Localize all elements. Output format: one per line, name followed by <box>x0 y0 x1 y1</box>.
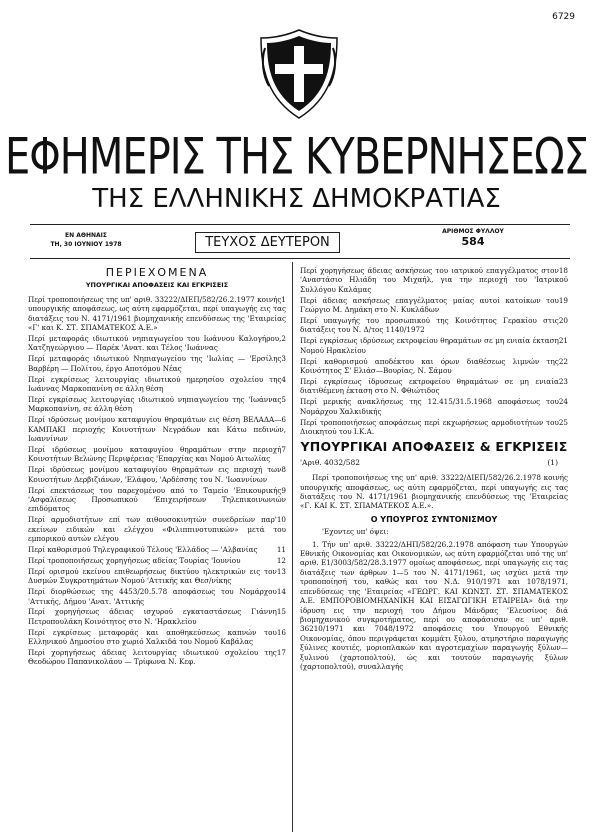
contents-entry-page: 11 <box>276 544 286 554</box>
contents-entry-text: Περί ορισμού εκείνου επιθεωρήσεως δικτύου ηλεκτρικών εις τον Δυσμών Συγκροτημάτων Νομού 'Αττικής και Θεσ/νίκης <box>28 566 277 586</box>
decision-body: 1. Τήν υπ' αριθ. 33222/ΔΗΠ/582/26.2.1978 απόφαση των Υπουργών Εθνικής Οικονομίας και Οικονομικών, ως αύτη εφαρμόζεται υπό της υπ' αριθ. Ε1/3003/582/28.3.1977 ομοίως αποφάσεως, περί υπαγωγής εις τας διατάξεις των άρθρων 1—5 του Ν. 4171/1961, ως ισχύει μετά την τροποποίησή του, καθώς και του Ν.Δ. 910/1971 και 1078/1971, επενδύσεως της 'Εταιρείας «ΓΕΩΡΓ. ΚΑΙ ΚΩΝΣΤ. ΣΤ. ΣΠΑΜΑΤΕΚΟΣ Α.Ε. ΕΜΠΟΡΟΒΙΟΜΗΧΑΝΙΚΗ ΚΑΙ ΕΙΣΑΓΩΓΙΚΗ ΕΤΑΙΡΕΙΑ» διά την ίδρυση εις την περιοχή του Δήμου Μάνδρας 'Ελευσίνος διά βιομηχανικού συγκροτήματος, περί ου αποφάσισαν σε υπ' αριθ. 36210/1971 και 7048/1972 αποφάσεις του Υπουργού Εθνικής Οικονομίας, όπου περιγράφεται κομμάτι ξύλου, ατμηστήριο παραγωγής ξύλινες κουτιές, μοριοπλακών και αγροτεμαχίων παραγωγής ξύλων—ξυλινού (χαρτοπολτού), ώς και τουτούν παραγωγής ξύλων (χαρτοπολτού), συναλλαγής <box>300 539 568 671</box>
contents-entry-text: Περί μερικής ανακλήσεως της 12.415/31.5.1968 αποφάσεως του Νομάρχου Χαλκιδικής <box>300 397 559 416</box>
contents-entry-page: 13 <box>276 566 286 576</box>
contents-entry <box>28 354 286 373</box>
right-column <box>300 266 568 671</box>
contents-entry <box>300 296 568 315</box>
contents-entry <box>28 486 286 514</box>
gazette-title: ΕΦΗΜΕΡΙΣ ΤΗΣ ΚΥΒΕΡΝΗΣΕΩΣ <box>5 128 588 186</box>
contents-entry-page: 18 <box>558 266 568 275</box>
contents-entry-text: Περί ιδρύσεως μονίμου καταφυγίου θηραμάτων εις περιοχή των Κοινοτήτων Δερβιζιάνων, 'Ελάφου, 'Αρδέσσης του Ν. 'Ιωαννίνων <box>28 465 282 484</box>
contents-entry <box>300 336 568 355</box>
contents-entry-text: Περί ιδρύσεως μονίμου καταφυγίου θηραμάτων στην περιοχή Κοινοτήτων Βελώνης Περιφέρειας 'Επαρχίας και Νομού Αιτωλίας <box>28 444 282 464</box>
contents-entry-text: Περί υπαγωγής του προσωπικού της Κοινότητος Γερακίου στις διατάξεις του Ν. Δ/τος 1140/1972 <box>300 316 559 335</box>
contents-entry-text: Περί χορηγήσεως άδειας λειτουργίας ιδιωτικού σχολείου της Θεοδώρου Παπανικολάου — Τρίφωνα Ν. Κεφ. <box>28 648 277 667</box>
contents-entry-text: Περί αρμοδιοτήτων επί των αιθουσοκινητών συνεδρείων παρ' εκείνων ειδικών και ελέγχου «Φιλιππινοτυπικών» μετά του εμπορικού αυτών ελέγου <box>28 515 286 544</box>
contents-entry-page: 2 <box>281 333 286 343</box>
contents-entry-page: 9 <box>281 485 286 495</box>
contents-left-list <box>28 295 286 667</box>
contents-entry-text: Περί άδειας ασκήσεως επαγγέλματος μαίας αυτοί κατοίκων του Γεώργιο Μ. Δημάκη στο Ν. Κυκλάδων <box>300 295 559 315</box>
decision-title: Περί τροποποιήσεως της υπ' αριθ. 33222/ΔΙΕΠ/582/26.2.1978 κοινής υπουργικής αποφάσεως, ως αύτη εφαρμόζεται, περί υπαγωγής εις τας διατάξεις του Ν. 4171/1961 βιομηχανικής επενδύσεως της 'Εταιρείας «Γ. ΚΑΙ Κ. ΣΤ. ΣΠΑΜΑΤΕΚΟΣ Α.Ε.». <box>300 473 568 511</box>
contents-entry-page: 15 <box>276 607 286 617</box>
contents-entry-text: Περί μεταφοράς ιδιωτικού νηπιαγωγείου του Ιωάννου Καλογήρου, Χατζηγεώργιου — Παρέκ 'Ανατ. και Τέλος 'Ιωάννας <box>28 333 282 353</box>
contents-entry <box>28 295 286 333</box>
masthead-top-rule <box>30 224 570 225</box>
contents-entry-page: 6 <box>281 415 286 425</box>
contents-entry-page: 22 <box>558 356 568 366</box>
section-heading: ΥΠΟΥΡΓΙΚΑΙ ΑΠΟΦΑΣΕΙΣ & ΕΓΚΡΙΣΕΙΣ <box>300 439 568 455</box>
contents-entry-text: Περί χορηγήσεως άδειας ασκήσεως του ιατρικού επαγγέλματος στον 'Αναστάσιο Ηλιάδη του Μιχαήλ, για την περιοχή του 'Ιατρικού Συλλόγου Καλάμας <box>300 266 568 294</box>
contents-entry <box>28 415 286 443</box>
contents-entry <box>28 567 286 586</box>
contents-entry <box>300 266 568 294</box>
contents-entry-page: 20 <box>558 316 568 326</box>
contents-entry <box>28 628 286 647</box>
issue-place: ΕΝ ΑΘΗΝΑΙΣ <box>65 232 107 239</box>
contents-entry-page: 19 <box>558 295 568 305</box>
contents-entry-text: Περί καθορισμού αποδέκτου και όρων διαθέσεως λιμνών της Κοινότητος Σ' Ελιάσ—Βουρίας, Ν. Σάμου <box>300 356 559 376</box>
decision-reference: 'Αριθ. 4032/582 <box>300 457 361 467</box>
contents-entry-text: Περί τροποποιήσεως αποφάσεως περί εκχωρήσεως αρμοδιοτήτων του Διοικητού του Ι.Κ.Α. <box>300 417 559 436</box>
contents-entry-page: 17 <box>276 648 286 658</box>
contents-entry-page: 5 <box>281 394 286 404</box>
contents-entry <box>28 465 286 484</box>
contents-entry-text: Περί διορθώσεως της 4453/20.5.78 αποφάσεως του Νομάρχου 'Αττικής, Δήμου 'Ανατ. 'Αττικής <box>28 587 277 606</box>
contents-right-list <box>300 266 568 436</box>
contents-entry-page: 1 <box>281 294 286 304</box>
issue-date: ΤΗ, 30 ΙΟΥΝΙΟΥ 1978 <box>50 241 122 248</box>
contents-entry-page: 3 <box>281 354 286 364</box>
contents-entry-page: 8 <box>281 465 286 475</box>
sheet-number: 584 <box>461 235 485 248</box>
contents-entry-text: Περί μεταφοράς ιδιωτικού Νηπιαγωγείου της 'Ιωλίας — 'Ερσίλης Βαρβέρη — Πολίτου, έργο Αποτόμου Νέας <box>28 354 282 373</box>
having-considered: 'Εχοντες υπ' όψει: <box>322 527 389 537</box>
contents-entry-page: 21 <box>558 336 568 346</box>
contents-entry-text: Περί εγκρίσεως ίδρυσεως εκτροφείου θηραμάτων σε μη ενιαία διατιθέμενη έκταση στο Ν. Φθιώτιδος <box>300 376 559 396</box>
contents-entry-text: Περί τροποποιήσεως της υπ' αριθ. 33222/ΔΙΕΠ/582/26.2.1977 κοινής υπουργικής αποφάσεως, ως αύτη εφαρμόζεται, περί υπαγωγής εις τας διατάξεις του Ν. 4171/1961 βιομηχανικής επενδύσεως της 'Εταιρείας «Γ' και Κ. ΣΤ. ΣΠΑΜΑΤΕΚΟΣ Α.Ε.» <box>28 294 286 333</box>
contents-entry <box>300 397 568 416</box>
contents-entry-text: Περί εγκρίσεως ιδρύσεως εκτροφείου θηραμάτων σε μη ενιαία έκταση Νομού Ηρακλείου <box>300 336 559 355</box>
contents-entry-page: 4 <box>281 374 286 384</box>
decision-reference-line <box>300 458 558 467</box>
decision-number: (1) <box>547 457 558 467</box>
contents-entry-page: 23 <box>558 376 568 386</box>
contents-entry <box>28 607 286 626</box>
gazette-subtitle: ΤΗΣ ΕΛΛΗΝΙΚΗΣ ΔΗΜΟΚΡΑΤΙΑΣ <box>92 184 501 214</box>
contents-entry-text: Περί χορηγήσεως άδειας ισχυρού εγκαταστάσεως Γιάννη Πετροπουλάκη Κοινότητος στο Ν. 'Ηρακλείου <box>28 607 277 626</box>
contents-entry-page: 25 <box>558 417 568 427</box>
contents-subheading: ΥΠΟΥΡΓΙΚΑΙ ΑΠΟΦΑΣΕΙΣ ΚΑΙ ΕΓΚΡΙΣΕΙΣ <box>85 281 229 290</box>
contents-entry-text: Περί καθορισμού Τηλεγραφικού Τέλους 'Ελλάδος — 'Αλβανίας <box>28 544 258 554</box>
contents-entry-page: 16 <box>276 627 286 637</box>
contents-entry <box>300 316 568 335</box>
contents-entry-text: Περί εγκρίσεως λειτουργίας ιδιωτικού νηπιαγωγείου της 'Ιωάννας Μαρκοπανίνη, σε άλλη θέση <box>28 394 282 414</box>
contents-entry-page: 10 <box>276 515 286 525</box>
issue-series-box: ΤΕΥΧΟΣ ΔΕΥΤΕΡΟΝ <box>195 232 340 253</box>
contents-entry-page: 7 <box>281 444 286 454</box>
issue-place-date <box>42 231 130 249</box>
contents-entry <box>28 515 286 543</box>
contents-entry <box>28 375 286 394</box>
contents-entry <box>300 357 568 376</box>
contents-left-column <box>28 266 286 668</box>
contents-heading: ΠΕΡΙΕΧΟΜΕΝΑ <box>105 266 209 279</box>
contents-entry <box>28 445 286 464</box>
contents-entry <box>28 587 286 606</box>
contents-entry <box>300 377 568 396</box>
contents-entry-page: 14 <box>276 587 286 597</box>
contents-entry-text: Περί ιδρύσεως μονίμου καταφυγίου θηραμάτων εις θέση ΒΕΛΑΔΑ—ΚΑΜΠΑΚΙ περιοχής Κοινοτήτων Νεγράδων και Κάτω πεδινών, Ιωαννίνων <box>28 415 286 443</box>
contents-entry <box>28 556 286 565</box>
contents-entry <box>28 545 286 554</box>
contents-entry-text: Περί εγκρίσεως λειτουργίας ιδιωτικού ημερησίου σχολείου της Ιωάννας Μαρκοπανίνη σε άλλη θέση <box>28 374 282 393</box>
page-number: 6729 <box>552 12 575 22</box>
contents-entry <box>28 334 286 353</box>
greek-coat-of-arms-icon <box>255 26 343 122</box>
contents-entry-text: Περί τροποποιήσεως χορηγήσεως αδείας Τουρίας 'Ιουνίου <box>28 555 241 565</box>
ministry-heading: Ο ΥΠΟΥΡΓΟΣ ΣΥΝΤΟΝΙΣΜΟΥ <box>370 514 498 524</box>
contents-entry-text: Περί εγκρίσεως μεταφοράς και αποθηκεύσεως καπνών του Ελληνικού Δημοσίου στο χωριό Χαλκιδά του Νομού Καβάλας <box>28 627 277 647</box>
contents-entry-text: Περί επεκτάσεως του παρεχομένου από το Ταμείο 'Επικουρικής 'Ασφαλίσεως Προσωπικού 'Επιχειρήσεων Τηλεπικοινωνιών επιδόματος <box>28 485 286 514</box>
masthead-bottom-rule <box>30 258 570 259</box>
contents-entry <box>28 395 286 414</box>
contents-entry <box>28 648 286 667</box>
contents-entry-page: 12 <box>276 555 286 565</box>
contents-entry <box>300 418 568 437</box>
column-divider <box>292 262 293 832</box>
sheet-number-block <box>398 228 548 248</box>
sheet-number-label: ΑΡΙΘΜΟΣ ΦΥΛΛΟΥ <box>442 228 504 235</box>
contents-entry-page: 24 <box>558 397 568 407</box>
